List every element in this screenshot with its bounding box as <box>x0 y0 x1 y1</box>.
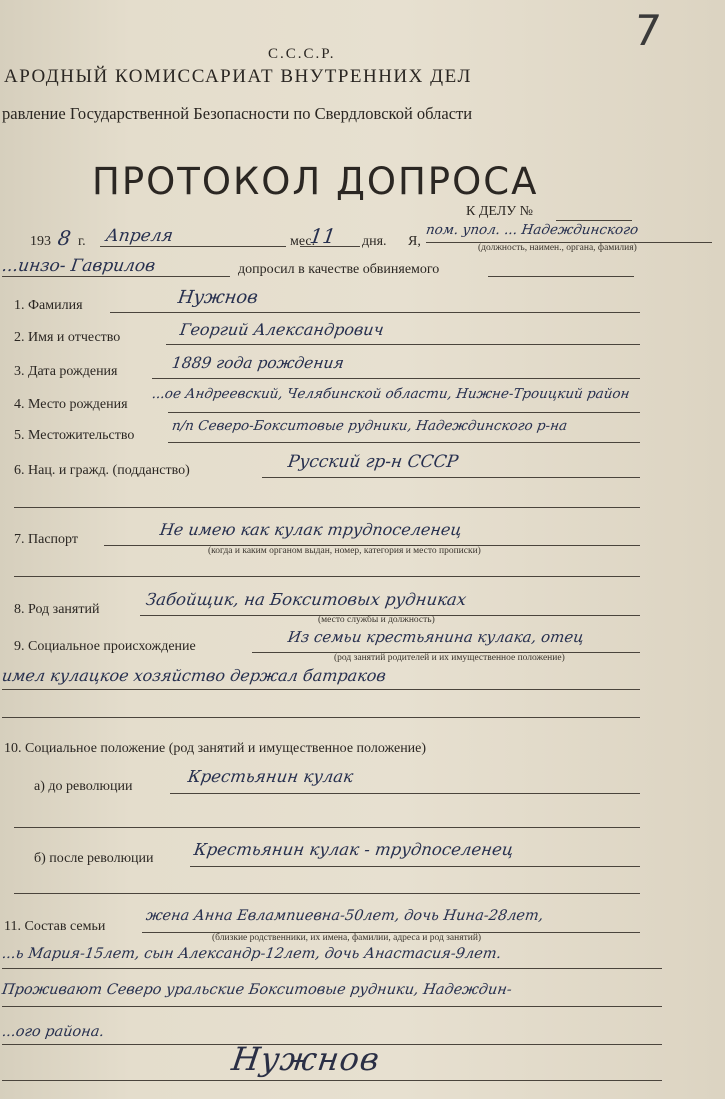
signature-line <box>2 1080 662 1081</box>
birth-place-label: 4. Место рождения <box>14 397 128 412</box>
family-value-1: жена Анна Евлампиевна-50лет, дочь Нина-28лет, <box>144 908 545 924</box>
case-number-line <box>556 220 632 221</box>
occupation-caption: (место службы и должность) <box>318 615 435 625</box>
officer-line2-rule <box>2 276 230 277</box>
social-origin-caption: (род занятий родителей и их имущественное положение) <box>334 653 565 663</box>
year-suffix: г. <box>78 234 86 249</box>
social-status-label: 10. Социальное положение (род занятий и имущественное положение) <box>4 741 427 756</box>
family-label: 11. Состав семьи <box>4 919 106 934</box>
nationality-value: Русский гр-н СССР <box>286 452 460 472</box>
after-revolution-value: Крестьянин кулак - трудпоселенец <box>192 840 515 859</box>
family-value-2: ...ь Мария-15лет, сын Александр-12лет, дочь Анастасия-9лет. <box>0 946 503 962</box>
passport-label: 7. Паспорт <box>14 532 78 547</box>
social-origin-value-2: имел кулацкое хозяйство держал батраков <box>0 666 388 685</box>
sheet-number: 7 <box>631 6 664 55</box>
name-value: Георгий Александрович <box>178 320 386 339</box>
passport-value: Не имею как кулак трудпоселенец <box>158 520 464 539</box>
residence-line <box>168 442 640 443</box>
before-revolution-value: Крестьянин кулак <box>186 767 355 786</box>
family-line-2 <box>2 968 662 969</box>
family-value-4: ...ого района. <box>0 1024 106 1040</box>
social-origin-line-3 <box>2 717 640 718</box>
residence-label: 5. Местожительство <box>14 428 135 443</box>
after-revolution-label: б) после революции <box>34 851 154 866</box>
occupation-value: Забойщик, на Бокситовых рудниках <box>144 590 468 609</box>
officer-line2: ...инзо- Гаврилов <box>0 256 157 276</box>
surname-label: 1. Фамилия <box>14 298 83 313</box>
residence-value: п/п Северо-Бокситовые рудники, Надеждинского р-на <box>170 418 569 434</box>
birth-place-value: ...ое Андреевский, Челябинской области, Нижне-Троицкий район <box>150 386 631 402</box>
header-commissariat: АРОДНЫЙ КОМИССАРИАТ ВНУТРЕННИХ ДЕЛ <box>4 66 472 87</box>
surname-value: Нужнов <box>176 287 260 308</box>
day-line <box>100 246 286 247</box>
date-day: Апреля <box>104 226 175 246</box>
header-directorate: равление Государственной Безопасности по Свердловской области <box>2 104 473 123</box>
birth-date-line <box>152 378 640 379</box>
social-origin-label: 9. Социальное происхождение <box>14 639 196 654</box>
before-revolution-line <box>170 793 640 794</box>
family-caption: (близкие родственники, их имена, фамилии, адреса и род занятий) <box>212 933 482 943</box>
before-revolution-extra-line <box>14 827 640 828</box>
social-origin-line-2 <box>2 689 640 690</box>
family-line-3 <box>2 1006 662 1007</box>
surname-line <box>110 312 640 313</box>
year-prefix: 193 <box>30 234 51 249</box>
document-title: ПРОТОКОЛ ДОПРОСА <box>92 160 539 203</box>
after-revolution-line <box>190 866 640 867</box>
social-origin-value-1: Из семьи крестьянина кулака, отец <box>286 628 586 646</box>
birth-date-value: 1889 года рождения <box>170 354 346 372</box>
header-ussr: С.С.С.Р. <box>268 46 336 62</box>
nationality-extra-line <box>14 507 640 508</box>
before-revolution-label: а) до революции <box>34 779 133 794</box>
passport-extra-line <box>14 576 640 577</box>
passport-caption: (когда и каким органом выдан, номер, категория и место прописки) <box>208 546 481 556</box>
birth-place-line <box>168 412 640 413</box>
month-label: мес. <box>290 234 316 249</box>
interrogated-rule <box>488 276 634 277</box>
nationality-line <box>262 477 640 478</box>
signature: Нужнов <box>229 1040 383 1078</box>
officer-line1: пом. упол. ... Надеждинского <box>424 222 640 238</box>
birth-date-label: 3. Дата рождения <box>14 364 118 379</box>
interrogated-label: допросил в качестве обвиняемого <box>238 262 440 277</box>
name-line <box>166 344 640 345</box>
date-month: 11 <box>308 224 338 248</box>
family-value-3: Проживают Северо уральские Бокситовые рудники, Надеждин- <box>0 982 513 998</box>
after-revolution-extra-line <box>14 893 640 894</box>
i-label: Я, <box>408 234 421 249</box>
day-label: дня. <box>362 234 387 249</box>
name-label: 2. Имя и отчество <box>14 330 121 345</box>
case-label: К ДЕЛУ № <box>466 204 534 219</box>
month-line <box>300 246 360 247</box>
occupation-label: 8. Род занятий <box>14 602 100 617</box>
nationality-label: 6. Нац. и гражд. (подданство) <box>14 463 190 478</box>
officer-caption: (должность, наимен., органа, фамилия) <box>478 243 637 253</box>
year-digit: 8 <box>56 226 73 250</box>
